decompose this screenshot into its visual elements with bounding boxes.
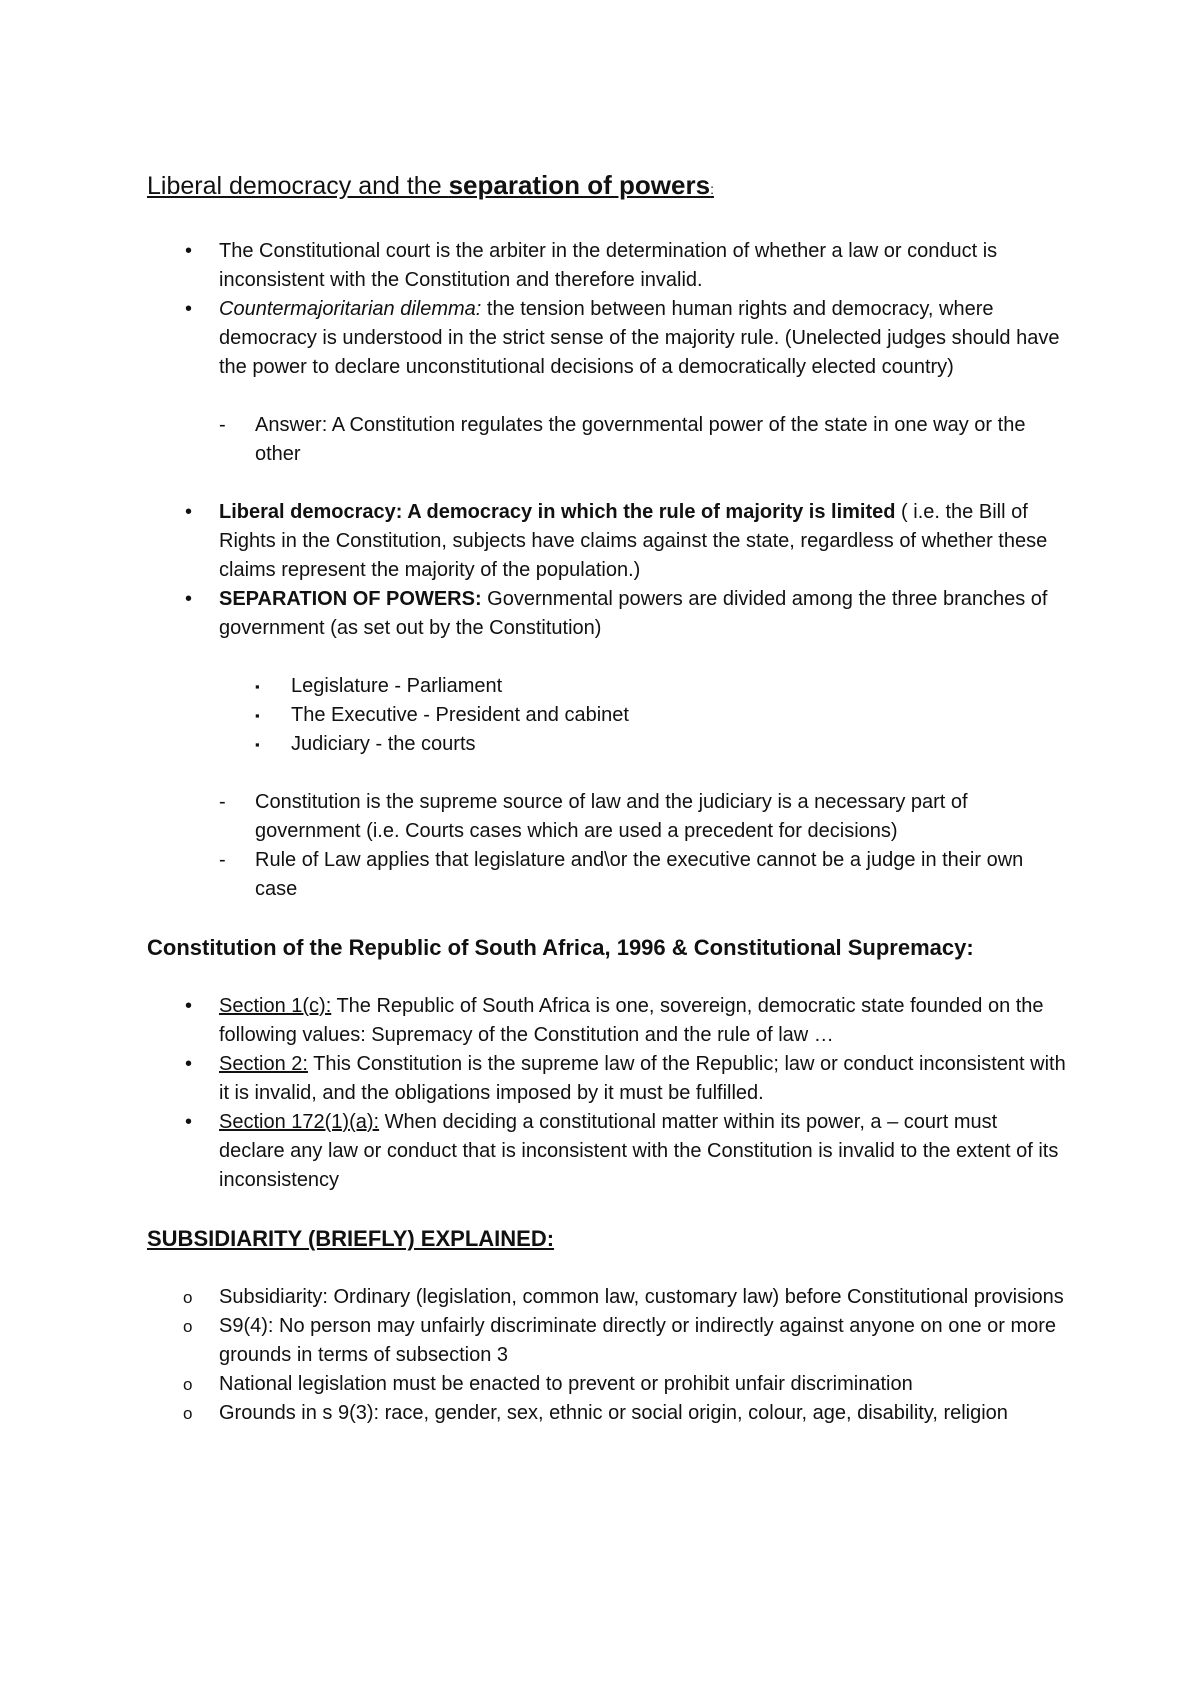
list-item: o Subsidiarity: Ordinary (legislation, common law, customary law) before Constitutional provisions	[147, 1283, 1067, 1312]
list-item: o Grounds in s 9(3): race, gender, sex, ethnic or social origin, colour, age, disability, religion	[147, 1399, 1067, 1428]
branches-list	[147, 672, 1067, 759]
dash-list	[147, 788, 1067, 904]
section1-heading	[147, 168, 1067, 206]
section1-bullet-list-2	[147, 498, 1067, 643]
list-item: • Countermajoritarian dilemma: the tension between human rights and democracy, where democracy is understood in the strict sense of the majority rule. (Unelected judges should have the power to declare unconstitutional decisions of a democratically elected country)	[147, 295, 1067, 382]
list-item: • Section 2: This Constitution is the supreme law of the Republic; law or conduct inconsistent with it is invalid, and the obligations imposed by it must be fulfilled.	[147, 1050, 1067, 1108]
bullet-icon: •	[185, 1053, 193, 1075]
list-item: • Liberal democracy: A democracy in which the rule of majority is limited ( i.e. the Bill of Rights in the Constitution, subjects have claims against the state, regardless of whether these claims represent the majority of the population.)	[147, 498, 1067, 585]
bullet-icon: •	[185, 588, 193, 610]
list-item: • Section 172(1)(a): When deciding a constitutional matter within its power, a – court must declare any law or conduct that is inconsistent with the Constitution is invalid to the extent of its inconsistency	[147, 1108, 1067, 1195]
document-page	[147, 168, 1067, 1428]
heading-emphasis: separation of powers	[448, 170, 711, 200]
list-item: • The Constitutional court is the arbiter in the determination of whether a law or conduct is inconsistent with the Constitution and therefore invalid.	[147, 237, 1067, 295]
section-reference: Section 172(1)(a):	[219, 1111, 380, 1133]
circle-bullet-icon: o	[183, 1404, 193, 1423]
term: Countermajoritarian dilemma:	[219, 298, 482, 320]
section-reference: Section 2:	[219, 1053, 308, 1075]
list-item: - Rule of Law applies that legislature and\or the executive cannot be a judge in their own case	[147, 846, 1067, 904]
dash-icon: -	[219, 414, 226, 436]
term: SEPARATION OF POWERS:	[219, 588, 482, 610]
bullet-icon: •	[185, 298, 193, 320]
circle-bullet-icon: o	[183, 1317, 193, 1336]
list-item: ▪ Judiciary - the courts	[147, 730, 1067, 759]
bullet-icon: •	[185, 240, 193, 262]
list-item: - Answer: A Constitution regulates the governmental power of the state in one way or the other	[147, 411, 1067, 469]
circle-bullet-icon: o	[183, 1375, 193, 1394]
section-reference: Section 1(c):	[219, 995, 332, 1017]
list-item: o S9(4): No person may unfairly discriminate directly or indirectly against anyone on one or more grounds in terms of subsection 3	[147, 1312, 1067, 1370]
list-item: • SEPARATION OF POWERS: Governmental powers are divided among the three branches of government (as set out by the Constitution)	[147, 585, 1067, 643]
bullet-icon: •	[185, 995, 193, 1017]
list-item: ▪ Legislature - Parliament	[147, 672, 1067, 701]
heading-colon: :	[710, 181, 714, 197]
list-item: • Section 1(c): The Republic of South Africa is one, sovereign, democratic state founded on the following values: Supremacy of the Constitution and the rule of law …	[147, 992, 1067, 1050]
bullet-icon: •	[185, 501, 193, 523]
dash-icon: -	[219, 849, 226, 871]
dash-icon: -	[219, 791, 226, 813]
term: Liberal democracy: A democracy in which the rule of majority is limited	[219, 501, 896, 523]
list-item: o National legislation must be enacted to prevent or prohibit unfair discrimination	[147, 1370, 1067, 1399]
list-item: ▪ The Executive - President and cabinet	[147, 701, 1067, 730]
circle-bullet-icon: o	[183, 1288, 193, 1307]
section2-bullet-list	[147, 992, 1067, 1195]
heading-text: Liberal democracy and the	[147, 172, 449, 200]
section1-bullet-list	[147, 237, 1067, 382]
section3-heading: SUBSIDIARITY (BRIEFLY) EXPLAINED:	[147, 1226, 555, 1251]
square-bullet-icon: ▪	[255, 708, 260, 723]
section2-heading: Constitution of the Republic of South Africa, 1996 & Constitutional Supremacy:	[147, 935, 974, 960]
square-bullet-icon: ▪	[255, 737, 260, 752]
square-bullet-icon: ▪	[255, 679, 260, 694]
bullet-icon: •	[185, 1111, 193, 1133]
answer-list	[147, 411, 1067, 469]
list-item: - Constitution is the supreme source of law and the judiciary is a necessary part of government (i.e. Courts cases which are used a precedent for decisions)	[147, 788, 1067, 846]
section3-list	[147, 1283, 1067, 1428]
